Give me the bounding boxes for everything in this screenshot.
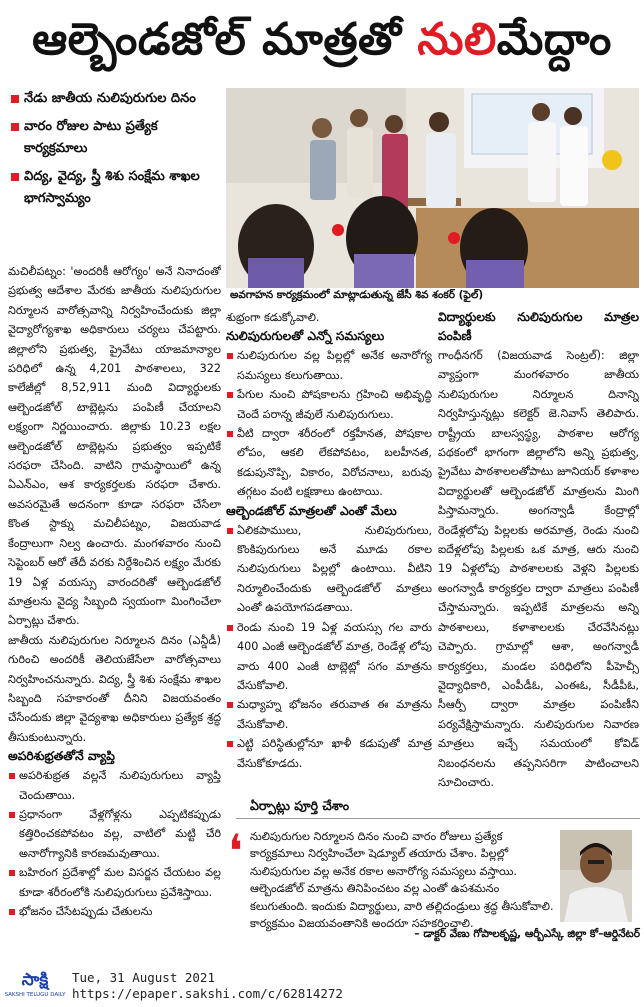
article-column-2 bbox=[226, 308, 432, 790]
side-story-title: విద్యార్థులకు నులిపురుగుల మాత్రల పంపిణీ bbox=[438, 310, 639, 343]
epaper-url[interactable]: https://epaper.sakshi.com/c/62814272 bbox=[72, 986, 343, 1001]
bullet-point: ప్రధానంగా వేళ్లగోళ్లను ఎప్పటికప్పుడు కత్తిరించకపోవటం వల్ల, వాటిలో మట్టి చేరి అనారోగ్యానికి కారణమవుతాయి. bbox=[8, 805, 221, 863]
bullet-point: ఏలికపాములు, నులిపురుగులు, కొంకిపురుగులు అనే మూడు రకాల నులిపురుగులు పిల్లల్లో ఉంటాయి. వీటిని నిర్మూలించేందుకు ఆల్బెండజోల్ మాత్రలు ఎంతో ఉపయోగపడతాయి. bbox=[226, 521, 432, 618]
box-title: ఏర్పాట్లు పూర్తి చేశాం bbox=[250, 798, 350, 813]
article-column-3 bbox=[438, 308, 639, 790]
bullet-point: మధ్యాహ్న భోజనం తరువాత ఈ మాత్రను వేసుకోవాలి. bbox=[226, 695, 432, 734]
logo-wordmark: సాక్షి bbox=[21, 970, 49, 990]
photo-caption: అవగాహన కార్యక్రమంలో మాట్లాడుతున్న జేసీ శివ శంకర్ (ఫైల్) bbox=[226, 288, 639, 302]
highlight-item: నేడు జాతీయ నులిపురుగుల దినం bbox=[8, 88, 208, 110]
classroom-photo-illustration bbox=[226, 88, 639, 302]
article-paragraph: జాతీయ నులిపురుగుల నిర్మూలన దినం (ఎన్డీడీ) గురించి అందరికీ తెలియజేసేలా వారోత్సవాలు నిర్వహించనున్నారు. విద్య, స్త్రీ శిశు సంక్షేమ శాఖల సిబ్బంది సహకారంతో దీనిని విజయవంతం చేసేందుకు జిల్లా వైద్యశాఖ అధికారులు ప్రత్యేక శ్రద్ధ తీసుకుంటున్నారు. bbox=[8, 633, 221, 744]
bullet-point: నులిపురుగుల వల్ల పిల్లల్లో అనేక అనారోగ్య సమస్యలు కలుగుతాయి. bbox=[226, 346, 432, 385]
side-story-body: గాంధీనగర్ (విజయవాడ సెంట్రల్): జిల్లా వ్యాప్తంగా మంగళవారం జాతీయ నులిపురుగుల నిర్మూలన దినాన్ని నిర్వహిస్తున్నట్లు కలెక్టర్ జె.నివాస్ తెలిపారు. రాష్ట్రీయ బాలస్వస్థ్య, పాఠశాల ఆరోగ్య పథకంలో భాగంగా జిల్లాలోని అన్ని ప్రభుత్వ, ప్రైవేటు పాఠశాలలతోపాటు జూనియర్ కళాశాల విద్యార్థులతో ఆల్బెండజోల్ మాత్రలను మింగి పిస్తామన్నారు. అంగన్వాడీ కేంద్రాల్లో రెండేళ్లలోపు పిల్లలకు అరమాత్ర, రెండు నుంచి ఐదేళ్లలోపు పిల్లలకు ఒక మాత్ర, ఆరు నుంచి 19 ఏళ్లలోపు పాఠశాలలకు వెళ్లని పిల్లలకు అంగన్వాడీ కార్యకర్తల ద్వారా మాత్రలు పంపిణీ చేస్తామన్నారు. ఇప్పటికే మాత్రలను అన్ని పాఠశాలలు, కళాశాలలకు చేరవేసినట్లు చెప్పారు. గ్రామాల్లో ఆశా, అంగన్వాడీ కార్యకర్తలు, మండల పరిధిలోని పీహెచ్సీ వైద్యాధికారి, ఎంపీడీఓ, ఎంఈఓ, సీడీపీఓ, సీఆర్పీ ద్వారా మాత్రల పంపిణీని పర్యవేక్షిస్తామన్నారు. నులిపురుగుల నివారణ మాత్రలు ఇచ్చే సమయంలో కోవిడ్ నిబంధనలను తప్పనిసరిగా పాటించాలని సూచించారు. bbox=[438, 349, 639, 789]
highlight-item: విద్య, వైద్య, స్త్రీ శిశు సంక్షేమ శాఖల భాగస్వామ్యం bbox=[8, 166, 208, 210]
headline bbox=[0, 0, 644, 80]
highlights-list bbox=[8, 88, 208, 216]
article-paragraph: మచిలీపట్నం: 'అందరికీ ఆరోగ్యం' అనే నినాదంతో ప్రభుత్వ ఆదేశాల మేరకు జాతీయ నులిపురుగుల నిర్మూలన వారోత్సవాన్ని నిర్వహించేందుకు జిల్లా వైద్యారోగ్యశాఖ అధికారులు చర్యలు చేపట్టారు. జిల్లాలోని ప్రభుత్వ, ప్రైవేటు యాజమాన్యాల పరిధిలో ఉన్న 4,201 పాఠశాలలు, 322 కాలేజీల్లో 8,52,911 మంది విద్యార్థులకు ఆల్బెండజోల్ టాబ్లెట్లను పంపిణీ చేయాలని లక్ష్యంగా నిర్ణయించారు. జిల్లాకు 10.23 లక్షల ఆల్బెండజోల్ టాబ్లెట్లను ప్రభుత్వం ఇప్పటికే సరఫరా చేసింది. వాటిని గ్రామస్థాయిలో ఉన్న ఏఎన్ఎం, ఆశ కార్యకర్తలకు సరఫరా చేశారు. అవసరమైతే అదనంగా కూడా సరఫరా చేసేలా కొంత స్టాక్ను మచిలీపట్నం, విజయవాడ కేంద్రాలుగా నిల్వ ఉంచారు. మంగళవారం నుంచి సెప్టెంబర్ ఆరో తేదీ వరకు నిర్దేశించిన లక్ష్యం మేరకు 19 ఏళ్ల వయస్సు వారందరితో ఆల్బెండజోల్ మాత్రలను వైద్య సిబ్బంది స్వయంగా మింగించేలా ఏర్పాట్లు చేశారు. bbox=[8, 265, 221, 628]
section-subhead: ఆల్బెండజోల్ మాత్రలతో ఎంతో మేలు bbox=[226, 503, 397, 518]
article-paragraph: శుభ్రంగా కడుక్కోవాలి. bbox=[226, 311, 320, 324]
bullet-point: వీటి ద్వారా శరీరంలో రక్తహీనత, పోషకాల లోపం, ఆకలి లేకపోవటం, బలహీనత, కడుపునొప్పి, వికారం, విరోచనాలు, బరువు తగ్గటం వంటి లక్షణాలు ఉంటాయి. bbox=[226, 424, 432, 502]
quote-mark-icon: ❛ bbox=[228, 824, 243, 878]
author-photo bbox=[560, 830, 632, 922]
sakshi-logo bbox=[4, 970, 66, 1004]
logo-tagline: SAKSHI TELUGU DAILY bbox=[4, 992, 66, 998]
section-subhead: అపరిశుభ్రతతోనే వ్యాప్తి bbox=[8, 749, 115, 764]
box-quote-text: నులిపురుగుల నిర్మూలన దినం నుంచి వారం రోజులు ప్రత్యేక కార్యక్రమాలు నిర్వహించేలా షెడ్యూల్ తయారు చేశాం. పిల్లల్లో నులిపురుగుల వల్ల అనేక రకాల అనారోగ్య సమస్యలు వస్తాయి. ఆల్బెండజోల్ మాత్రను తినిపించటం వల్ల ఎంతో ఉపశమనం కలుగుతుంది. ఇందుకు విద్యార్థులు, వారి తల్లిదండ్రులు శ్రద్ధ తీసుకోవాలి. కార్యక్రమం విజయవంతానికి అందరూ సహకరించాలి. bbox=[250, 830, 554, 931]
section-subhead: నులిపురుగులతో ఎన్నో సమస్యలు bbox=[226, 329, 385, 344]
bullet-point: భోజనం చేసేటప్పుడు చేతులను bbox=[8, 902, 221, 921]
headline-part-3: మేద్దాం bbox=[496, 14, 612, 65]
article-column-1 bbox=[8, 262, 221, 967]
publish-date: Tue, 31 August 2021 bbox=[72, 970, 215, 985]
bullet-point: ఎట్టి పరిస్థితుల్లోనూ ఖాళీ కడుపుతో మాత్ర వేసుకోకూడదు. bbox=[226, 734, 432, 773]
news-photo bbox=[226, 88, 639, 302]
box-divider bbox=[236, 818, 640, 819]
highlight-item: వారం రోజుల పాటు ప్రత్యేక కార్యక్రమాలు bbox=[8, 116, 208, 160]
bullet-point: రెండు నుంచి 19 ఏళ్ల వయస్సు గల వారు 400 ఎంజీ ఆల్బెండజోల్ మాత్ర, రెండేళ్ల లోపు వారు 400 ఎంజీ టాబ్లెట్లో సగం మాత్రను వేసుకోవాలి. bbox=[226, 618, 432, 696]
bullet-point: బహిరంగ ప్రదేశాల్లో మల విసర్జన చేయటం వల్ల కూడా శరీరంలోకి నులిపురుగులు ప్రవేశిస్తాయి. bbox=[8, 863, 221, 902]
author-credit: – డాక్టర్ వేణు గోపాలకృష్ణ, ఆర్బీఎస్కే జిల్లా కో–ఆర్డినేటర్ bbox=[414, 928, 640, 940]
person-portrait-icon bbox=[560, 830, 632, 922]
headline-part-1: ఆల్బెండజోల్ మాత్రతో bbox=[32, 14, 418, 65]
bullet-point: అపరిశుభ్రత వల్లనే నులిపురుగులు వ్యాప్తి చెందుతాయి. bbox=[8, 766, 221, 805]
footer-meta bbox=[72, 970, 343, 1002]
headline-part-2: నులి bbox=[417, 14, 497, 65]
bullet-point: పేగుల నుంచి పోషకాలను గ్రహించి అభివృద్ధి చెందే పరాన్న జీవులే నులిపురుగులు. bbox=[226, 385, 432, 424]
